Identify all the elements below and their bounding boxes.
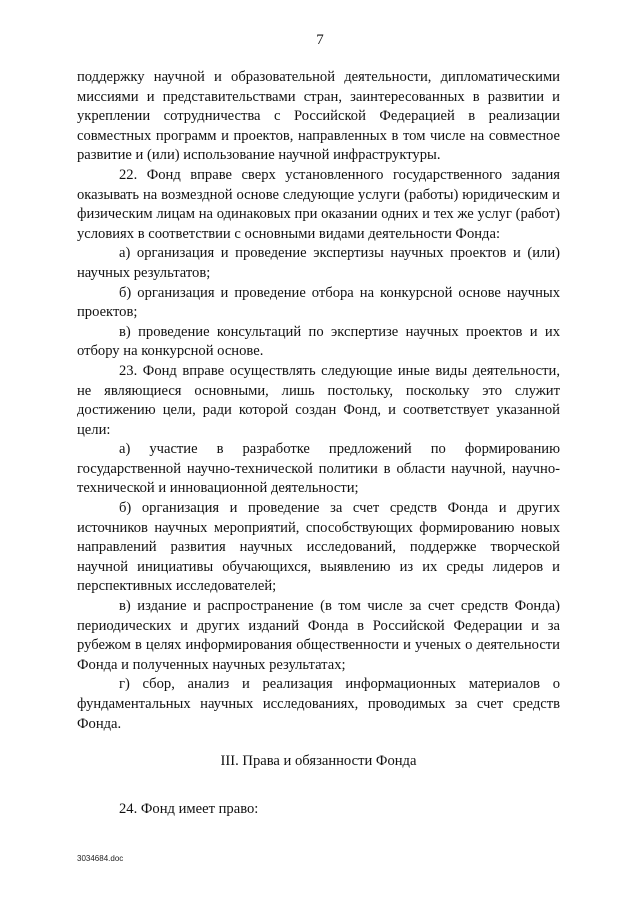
paragraph-22-c: в) проведение консультаций по экспертизе научных проектов и их отбору на конкурсной основе. (77, 323, 560, 360)
paragraph-23: 23. Фонд вправе осуществлять следующие иные виды деятельности, не являющиеся основными, лишь постольку, поскольку это служит достижению цели, ради которой создан Фонд, и соответствует указанной цели: (77, 362, 560, 438)
section-heading: III. Права и обязанности Фонда (220, 753, 417, 770)
paragraph-23-b: б) организация и проведение за счет средств Фонда и других источников научных мероприятий, способствующих формированию новых направлений развития научных исследований, поддержке творческой научной инициативы обучающихся, выявлению из их среды лидеров и перспективных исследователей; (77, 500, 560, 595)
paragraph-22: 22. Фонд вправе сверх установленного государственного задания оказывать на возмездной основе следующие услуги (работы) юридическим и физическим лицам на одинаковых при оказании одних и тех же услуг (работ) условиях в соответствии с основными видами деятельности Фонда: (77, 166, 560, 242)
document-body (77, 68, 560, 819)
paragraph-23-d: г) сбор, анализ и реализация информационных материалов о фундаментальных научных исследованиях, проводимых за счет средств Фонда. (77, 676, 560, 732)
paragraph-22-a: а) организация и проведение экспертизы научных проектов и (или) научных результатов; (77, 245, 560, 281)
page-number: 7 (316, 32, 324, 48)
paragraph-22-b: б) организация и проведение отбора на конкурсной основе научных проектов; (77, 284, 560, 321)
paragraph-24: 24. Фонд имеет право: (119, 800, 259, 817)
paragraph-continuation: поддержку научной и образовательной деятельности, дипломатическими миссиями и представительствами стран, заинтересованных в развитии и укреплении сотрудничества с Российской Федерацией в реализации совместных программ и проектов, направленных в том числе на совместное развитие и (или) использование научной инфраструктуры. (77, 69, 560, 164)
paragraph-23-a: а) участие в разработке предложений по формированию государственной научно-технической политики в области научной, научно-технической и инновационной деятельности; (77, 441, 560, 497)
paragraph-23-c: в) издание и распространение (в том числе за счет средств Фонда) периодических и других изданий Фонда в Российской Федерации и за рубежом в целях информирования общественности и ученых о деятельности Фонда и полученных научных результатах; (77, 598, 560, 673)
footer-filename: 3034684.doc (77, 854, 124, 863)
